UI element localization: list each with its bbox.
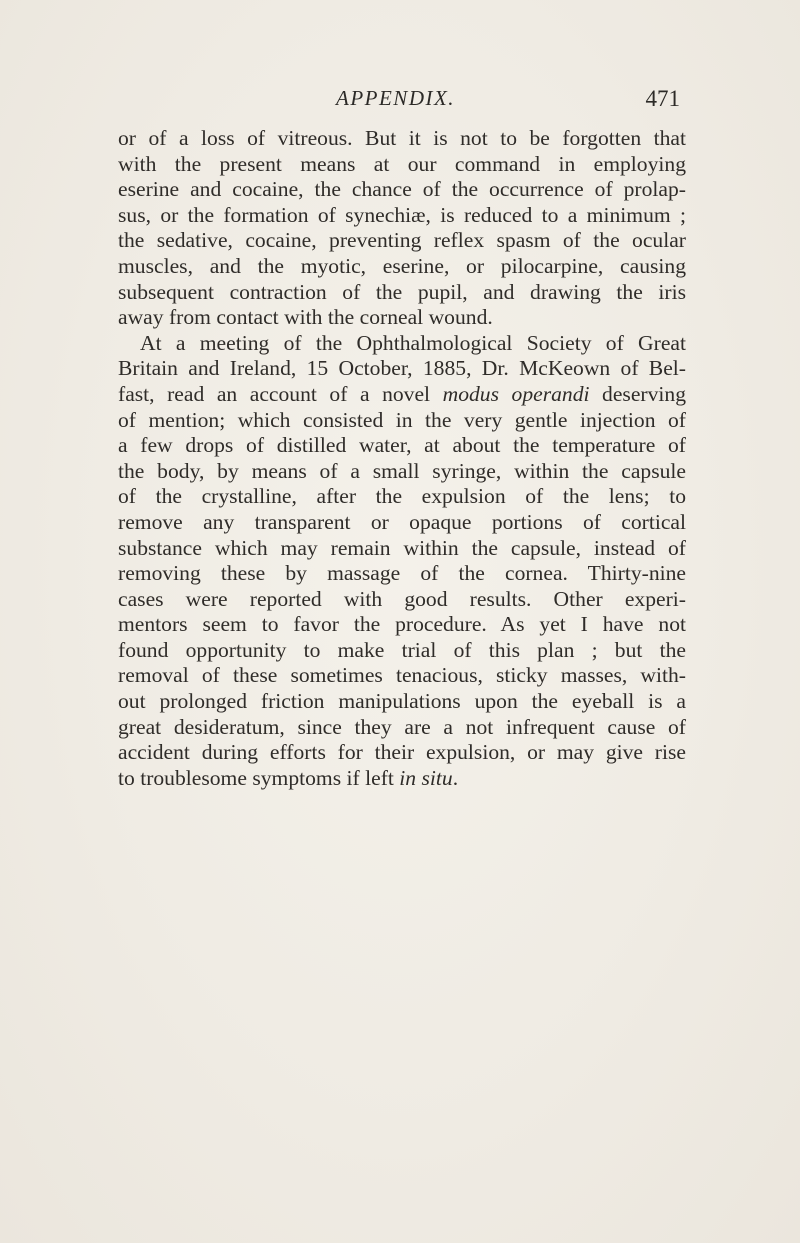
text-line: subsequent contraction of the pupil, and drawing the iris xyxy=(118,279,686,304)
paragraph-2 xyxy=(118,331,686,792)
text-line: removal of these sometimes tenacious, sticky masses, with- xyxy=(118,663,686,688)
text-line: out prolonged friction manipulations upon the eyeball is a xyxy=(118,689,686,714)
text-line: a few drops of distilled water, at about the temperature of xyxy=(118,433,686,458)
text-line: mentors seem to favor the procedure. As yet I have not xyxy=(118,612,686,637)
italic-phrase: modus operandi xyxy=(442,381,590,406)
paragraph-1 xyxy=(118,126,686,331)
text-run: to troublesome symptoms if left xyxy=(118,765,400,790)
text-run: deserving xyxy=(589,381,686,406)
text-line: or of a loss of vitreous. But it is not to be forgotten that xyxy=(118,126,686,150)
text-line: great desideratum, since they are a not infrequent cause of xyxy=(118,714,686,739)
text-line: of the crystalline, after the expulsion of the lens; to xyxy=(118,484,686,509)
text-line-with-italic xyxy=(118,766,686,792)
body-text xyxy=(118,126,686,791)
text-line: At a meeting of the Ophthalmological Society of Great xyxy=(140,330,686,355)
running-title: APPENDIX. xyxy=(336,86,456,110)
text-line: substance which may remain within the capsule, instead of xyxy=(118,535,686,560)
text-line-with-italic xyxy=(118,382,686,408)
text-line: found opportunity to make trial of this plan ; but the xyxy=(118,637,686,662)
text-line: cases were reported with good results. Other experi- xyxy=(118,586,686,611)
text-line: Britain and Ireland, 15 October, 1885, Dr. McKeown of Bel- xyxy=(118,356,686,381)
text-line: the body, by means of a small syringe, within the capsule xyxy=(118,458,686,483)
page-header xyxy=(118,86,680,122)
page-number: 471 xyxy=(645,86,680,111)
italic-phrase: in situ xyxy=(399,765,453,790)
text-line: away from contact with the corneal wound. xyxy=(118,305,493,330)
text-line: sus, or the formation of synechiæ, is reduced to a minimum ; xyxy=(118,202,686,227)
text-line: of mention; which consisted in the very gentle injection of xyxy=(118,407,686,432)
text-line: muscles, and the myotic, eserine, or pilocarpine, causing xyxy=(118,253,686,278)
text-run: . xyxy=(452,765,459,790)
text-line: removing these by massage of the cornea. Thirty-nine xyxy=(118,561,686,586)
text-line: the sedative, cocaine, preventing reflex spasm of the ocular xyxy=(118,228,686,253)
text-line: eserine and cocaine, the chance of the occurrence of prolap- xyxy=(118,177,686,202)
text-line: accident during efforts for their expulsion, or may give rise xyxy=(118,740,686,765)
text-run: fast, read an account of a novel xyxy=(118,381,443,406)
text-line: with the present means at our command in employing xyxy=(118,151,686,176)
text-line: remove any transparent or opaque portions of cortical xyxy=(118,509,686,534)
